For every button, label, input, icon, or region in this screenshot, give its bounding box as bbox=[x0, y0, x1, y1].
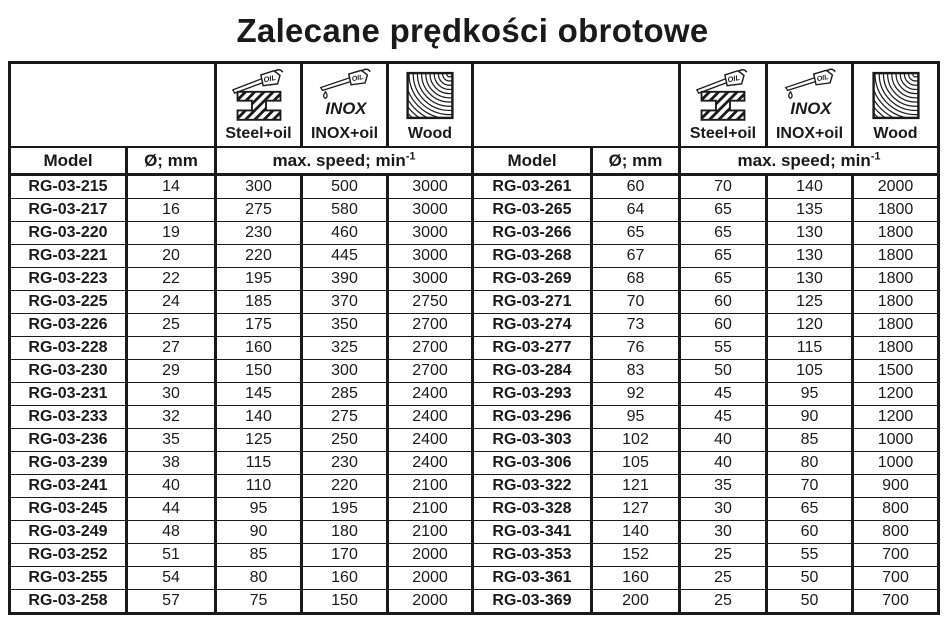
inox-speed-cell: 220 bbox=[302, 474, 388, 497]
steel-speed-cell: 60 bbox=[680, 313, 767, 336]
max-speed-column-header: max. speed; $\min^{-1}$ bbox=[216, 147, 473, 175]
model-cell: RG-03-261 bbox=[473, 174, 592, 198]
inox-speed-cell: 105 bbox=[767, 359, 853, 382]
table-row bbox=[10, 359, 939, 382]
steel-speed-cell: 185 bbox=[216, 290, 302, 313]
table-row bbox=[10, 336, 939, 359]
steel-speed-cell: 115 bbox=[216, 451, 302, 474]
wood-speed-cell: 900 bbox=[853, 474, 939, 497]
inox-speed-cell: 65 bbox=[767, 497, 853, 520]
wood-speed-cell: 3000 bbox=[388, 267, 473, 290]
model-cell: RG-03-245 bbox=[10, 497, 127, 520]
table-row bbox=[10, 451, 939, 474]
model-cell: RG-03-215 bbox=[10, 174, 127, 198]
diameter-cell: 105 bbox=[592, 451, 680, 474]
model-cell: RG-03-269 bbox=[473, 267, 592, 290]
model-cell: RG-03-228 bbox=[10, 336, 127, 359]
table-row bbox=[10, 221, 939, 244]
wood-speed-cell: 2700 bbox=[388, 313, 473, 336]
steel-speed-cell: 35 bbox=[680, 474, 767, 497]
page-title: Zalecane prędkości obrotowe bbox=[236, 12, 709, 49]
steel-speed-cell: 95 bbox=[216, 497, 302, 520]
icon-header-row bbox=[10, 63, 939, 147]
steel-speed-cell: 195 bbox=[216, 267, 302, 290]
speed-table bbox=[8, 61, 940, 615]
wood-header-cell bbox=[388, 63, 473, 147]
steel-speed-cell: 65 bbox=[680, 221, 767, 244]
steel-speed-cell: 175 bbox=[216, 313, 302, 336]
model-cell: RG-03-221 bbox=[10, 244, 127, 267]
steel-speed-cell: 85 bbox=[216, 543, 302, 566]
inox-speed-cell: 500 bbox=[302, 174, 388, 198]
diameter-cell: 73 bbox=[592, 313, 680, 336]
diameter-cell: 30 bbox=[127, 382, 216, 405]
diameter-cell: 95 bbox=[592, 405, 680, 428]
wood-speed-cell: 3000 bbox=[388, 198, 473, 221]
model-cell: RG-03-225 bbox=[10, 290, 127, 313]
table-row bbox=[10, 428, 939, 451]
table-row bbox=[10, 589, 939, 613]
steel-speed-cell: 125 bbox=[216, 428, 302, 451]
wood-speed-cell: 3000 bbox=[388, 221, 473, 244]
blank-header-cell bbox=[10, 63, 216, 147]
diameter-cell: 57 bbox=[127, 589, 216, 613]
inox-speed-cell: 125 bbox=[767, 290, 853, 313]
steel-speed-cell: 45 bbox=[680, 382, 767, 405]
model-cell: RG-03-236 bbox=[10, 428, 127, 451]
inox-oil-label: INOX+oil bbox=[775, 124, 844, 142]
model-cell: RG-03-306 bbox=[473, 451, 592, 474]
table-row bbox=[10, 543, 939, 566]
steel-speed-cell: 300 bbox=[216, 174, 302, 198]
model-cell: RG-03-284 bbox=[473, 359, 592, 382]
diameter-cell: 121 bbox=[592, 474, 680, 497]
wood-speed-cell: 700 bbox=[853, 543, 939, 566]
diameter-cell: 68 bbox=[592, 267, 680, 290]
steel-oil-label: Steel+oil bbox=[689, 124, 757, 142]
table-row bbox=[10, 267, 939, 290]
inox-speed-cell: 55 bbox=[767, 543, 853, 566]
wood-speed-cell: 1200 bbox=[853, 405, 939, 428]
diameter-cell: 35 bbox=[127, 428, 216, 451]
model-cell: RG-03-328 bbox=[473, 497, 592, 520]
wood-speed-cell: 2400 bbox=[388, 428, 473, 451]
inox-speed-cell: 580 bbox=[302, 198, 388, 221]
diameter-cell: 102 bbox=[592, 428, 680, 451]
steel-speed-cell: 145 bbox=[216, 382, 302, 405]
steel-speed-cell: 140 bbox=[216, 405, 302, 428]
steel-speed-cell: 70 bbox=[680, 174, 767, 198]
wood-speed-cell: 2100 bbox=[388, 474, 473, 497]
wood-speed-cell: 2750 bbox=[388, 290, 473, 313]
diameter-cell: 51 bbox=[127, 543, 216, 566]
model-cell: RG-03-353 bbox=[473, 543, 592, 566]
model-cell: RG-03-255 bbox=[10, 566, 127, 589]
inox-speed-cell: 230 bbox=[302, 451, 388, 474]
wood-speed-cell: 2100 bbox=[388, 497, 473, 520]
inox-oil-label: INOX+oil bbox=[310, 124, 379, 142]
diameter-cell: 127 bbox=[592, 497, 680, 520]
inox-speed-cell: 135 bbox=[767, 198, 853, 221]
blank-header-cell bbox=[473, 63, 680, 147]
steel-speed-cell: 150 bbox=[216, 359, 302, 382]
table-row bbox=[10, 198, 939, 221]
wood-speed-cell: 700 bbox=[853, 589, 939, 613]
wood-speed-cell: 1800 bbox=[853, 267, 939, 290]
inox-speed-cell: 300 bbox=[302, 359, 388, 382]
steel-speed-cell: 160 bbox=[216, 336, 302, 359]
steel-speed-cell: 60 bbox=[680, 290, 767, 313]
inox-speed-cell: 120 bbox=[767, 313, 853, 336]
model-cell: RG-03-220 bbox=[10, 221, 127, 244]
steel-speed-cell: 80 bbox=[216, 566, 302, 589]
model-cell: RG-03-230 bbox=[10, 359, 127, 382]
table-row bbox=[10, 520, 939, 543]
inox-speed-cell: 85 bbox=[767, 428, 853, 451]
table-row bbox=[10, 566, 939, 589]
steel-oil-header-cell bbox=[680, 63, 767, 147]
steel-speed-cell: 90 bbox=[216, 520, 302, 543]
model-cell: RG-03-293 bbox=[473, 382, 592, 405]
diameter-cell: 48 bbox=[127, 520, 216, 543]
model-cell: RG-03-271 bbox=[473, 290, 592, 313]
inox-speed-cell: 285 bbox=[302, 382, 388, 405]
table-row bbox=[10, 290, 939, 313]
diameter-cell: 152 bbox=[592, 543, 680, 566]
inox-speed-cell: 140 bbox=[767, 174, 853, 198]
diameter-cell: 24 bbox=[127, 290, 216, 313]
wood-speed-cell: 2400 bbox=[388, 405, 473, 428]
wood-label: Wood bbox=[873, 124, 918, 142]
wood-speed-cell: 1800 bbox=[853, 290, 939, 313]
inox-speed-cell: 130 bbox=[767, 221, 853, 244]
wood-speed-cell: 2000 bbox=[388, 589, 473, 613]
wood-speed-cell: 1000 bbox=[853, 428, 939, 451]
inox-speed-cell: 95 bbox=[767, 382, 853, 405]
model-cell: RG-03-223 bbox=[10, 267, 127, 290]
wood-speed-cell: 2700 bbox=[388, 359, 473, 382]
inox-speed-cell: 180 bbox=[302, 520, 388, 543]
inox-speed-cell: 160 bbox=[302, 566, 388, 589]
wood-speed-cell: 800 bbox=[853, 520, 939, 543]
diameter-cell: 19 bbox=[127, 221, 216, 244]
diameter-cell: 65 bbox=[592, 221, 680, 244]
table-row bbox=[10, 174, 939, 198]
diameter-column-header: Ø; mm bbox=[592, 147, 680, 175]
model-cell: RG-03-303 bbox=[473, 428, 592, 451]
model-column-header: Model bbox=[473, 147, 592, 175]
wood-speed-cell: 2700 bbox=[388, 336, 473, 359]
diameter-cell: 32 bbox=[127, 405, 216, 428]
wood-speed-cell: 2000 bbox=[388, 566, 473, 589]
wood-speed-cell: 2400 bbox=[388, 382, 473, 405]
diameter-cell: 200 bbox=[592, 589, 680, 613]
table-row bbox=[10, 497, 939, 520]
model-column-header: Model bbox=[10, 147, 127, 175]
steel-speed-cell: 75 bbox=[216, 589, 302, 613]
diameter-cell: 60 bbox=[592, 174, 680, 198]
inox-speed-cell: 150 bbox=[302, 589, 388, 613]
steel-speed-cell: 25 bbox=[680, 543, 767, 566]
table-row bbox=[10, 474, 939, 497]
table-row bbox=[10, 405, 939, 428]
steel-speed-cell: 220 bbox=[216, 244, 302, 267]
steel-speed-cell: 40 bbox=[680, 428, 767, 451]
diameter-cell: 20 bbox=[127, 244, 216, 267]
max-speed-column-header: max. speed; $\min^{-1}$ bbox=[680, 147, 939, 175]
diameter-cell: 64 bbox=[592, 198, 680, 221]
wood-speed-cell: 1800 bbox=[853, 221, 939, 244]
diameter-cell: 70 bbox=[592, 290, 680, 313]
table-row bbox=[10, 313, 939, 336]
steel-speed-cell: 30 bbox=[680, 520, 767, 543]
model-cell: RG-03-341 bbox=[473, 520, 592, 543]
inox-speed-cell: 80 bbox=[767, 451, 853, 474]
steel-speed-cell: 230 bbox=[216, 221, 302, 244]
wood-speed-cell: 1500 bbox=[853, 359, 939, 382]
steel-oil-label: Steel+oil bbox=[225, 124, 292, 142]
model-cell: RG-03-239 bbox=[10, 451, 127, 474]
model-cell: RG-03-361 bbox=[473, 566, 592, 589]
wood-speed-cell: 700 bbox=[853, 566, 939, 589]
wood-speed-cell: 3000 bbox=[388, 174, 473, 198]
column-header-row bbox=[10, 147, 939, 175]
steel-speed-cell: 65 bbox=[680, 198, 767, 221]
model-cell: RG-03-241 bbox=[10, 474, 127, 497]
diameter-cell: 92 bbox=[592, 382, 680, 405]
model-cell: RG-03-274 bbox=[473, 313, 592, 336]
steel-speed-cell: 65 bbox=[680, 267, 767, 290]
inox-speed-cell: 115 bbox=[767, 336, 853, 359]
diameter-cell: 83 bbox=[592, 359, 680, 382]
diameter-cell: 140 bbox=[592, 520, 680, 543]
model-cell: RG-03-322 bbox=[473, 474, 592, 497]
wood-speed-cell: 1800 bbox=[853, 313, 939, 336]
model-cell: RG-03-252 bbox=[10, 543, 127, 566]
diameter-column-header: Ø; mm bbox=[127, 147, 216, 175]
wood-icon bbox=[402, 67, 458, 124]
model-cell: RG-03-369 bbox=[473, 589, 592, 613]
diameter-cell: 54 bbox=[127, 566, 216, 589]
model-cell: RG-03-217 bbox=[10, 198, 127, 221]
inox-speed-cell: 60 bbox=[767, 520, 853, 543]
diameter-cell: 22 bbox=[127, 267, 216, 290]
inox-oil-header-cell bbox=[302, 63, 388, 147]
diameter-cell: 16 bbox=[127, 198, 216, 221]
steel-oil-icon bbox=[695, 67, 751, 124]
inox-oil-icon bbox=[317, 67, 373, 124]
model-cell: RG-03-296 bbox=[473, 405, 592, 428]
wood-speed-cell: 2000 bbox=[853, 174, 939, 198]
inox-speed-cell: 325 bbox=[302, 336, 388, 359]
inox-speed-cell: 50 bbox=[767, 589, 853, 613]
steel-speed-cell: 275 bbox=[216, 198, 302, 221]
steel-oil-header-cell bbox=[216, 63, 302, 147]
inox-oil-icon bbox=[782, 67, 838, 124]
diameter-cell: 25 bbox=[127, 313, 216, 336]
wood-header-cell bbox=[853, 63, 939, 147]
steel-speed-cell: 30 bbox=[680, 497, 767, 520]
table-row bbox=[10, 244, 939, 267]
inox-speed-cell: 90 bbox=[767, 405, 853, 428]
diameter-cell: 67 bbox=[592, 244, 680, 267]
inox-speed-cell: 460 bbox=[302, 221, 388, 244]
wood-speed-cell: 1800 bbox=[853, 336, 939, 359]
wood-speed-cell: 2000 bbox=[388, 543, 473, 566]
inox-speed-cell: 195 bbox=[302, 497, 388, 520]
inox-speed-cell: 130 bbox=[767, 267, 853, 290]
model-cell: RG-03-268 bbox=[473, 244, 592, 267]
wood-label: Wood bbox=[407, 124, 453, 142]
model-cell: RG-03-265 bbox=[473, 198, 592, 221]
inox-speed-cell: 445 bbox=[302, 244, 388, 267]
inox-speed-cell: 390 bbox=[302, 267, 388, 290]
model-cell: RG-03-233 bbox=[10, 405, 127, 428]
steel-speed-cell: 45 bbox=[680, 405, 767, 428]
steel-speed-cell: 55 bbox=[680, 336, 767, 359]
inox-speed-cell: 250 bbox=[302, 428, 388, 451]
steel-speed-cell: 40 bbox=[680, 451, 767, 474]
wood-speed-cell: 1800 bbox=[853, 244, 939, 267]
table-row bbox=[10, 382, 939, 405]
table-body bbox=[10, 174, 939, 613]
model-cell: RG-03-231 bbox=[10, 382, 127, 405]
diameter-cell: 44 bbox=[127, 497, 216, 520]
steel-speed-cell: 110 bbox=[216, 474, 302, 497]
wood-speed-cell: 2100 bbox=[388, 520, 473, 543]
diameter-cell: 29 bbox=[127, 359, 216, 382]
wood-speed-cell: 3000 bbox=[388, 244, 473, 267]
diameter-cell: 38 bbox=[127, 451, 216, 474]
inox-oil-header-cell bbox=[767, 63, 853, 147]
steel-speed-cell: 50 bbox=[680, 359, 767, 382]
wood-speed-cell: 2400 bbox=[388, 451, 473, 474]
model-cell: RG-03-266 bbox=[473, 221, 592, 244]
model-cell: RG-03-226 bbox=[10, 313, 127, 336]
steel-speed-cell: 65 bbox=[680, 244, 767, 267]
wood-icon bbox=[868, 67, 924, 124]
inox-speed-cell: 130 bbox=[767, 244, 853, 267]
diameter-cell: 14 bbox=[127, 174, 216, 198]
diameter-cell: 27 bbox=[127, 336, 216, 359]
steel-speed-cell: 25 bbox=[680, 589, 767, 613]
steel-oil-icon bbox=[231, 67, 287, 124]
diameter-cell: 76 bbox=[592, 336, 680, 359]
steel-speed-cell: 25 bbox=[680, 566, 767, 589]
inox-speed-cell: 70 bbox=[767, 474, 853, 497]
wood-speed-cell: 1800 bbox=[853, 198, 939, 221]
inox-speed-cell: 275 bbox=[302, 405, 388, 428]
model-cell: RG-03-258 bbox=[10, 589, 127, 613]
inox-speed-cell: 370 bbox=[302, 290, 388, 313]
model-cell: RG-03-277 bbox=[473, 336, 592, 359]
diameter-cell: 40 bbox=[127, 474, 216, 497]
inox-speed-cell: 350 bbox=[302, 313, 388, 336]
wood-speed-cell: 800 bbox=[853, 497, 939, 520]
model-cell: RG-03-249 bbox=[10, 520, 127, 543]
wood-speed-cell: 1200 bbox=[853, 382, 939, 405]
diameter-cell: 160 bbox=[592, 566, 680, 589]
inox-speed-cell: 170 bbox=[302, 543, 388, 566]
inox-speed-cell: 50 bbox=[767, 566, 853, 589]
wood-speed-cell: 1000 bbox=[853, 451, 939, 474]
